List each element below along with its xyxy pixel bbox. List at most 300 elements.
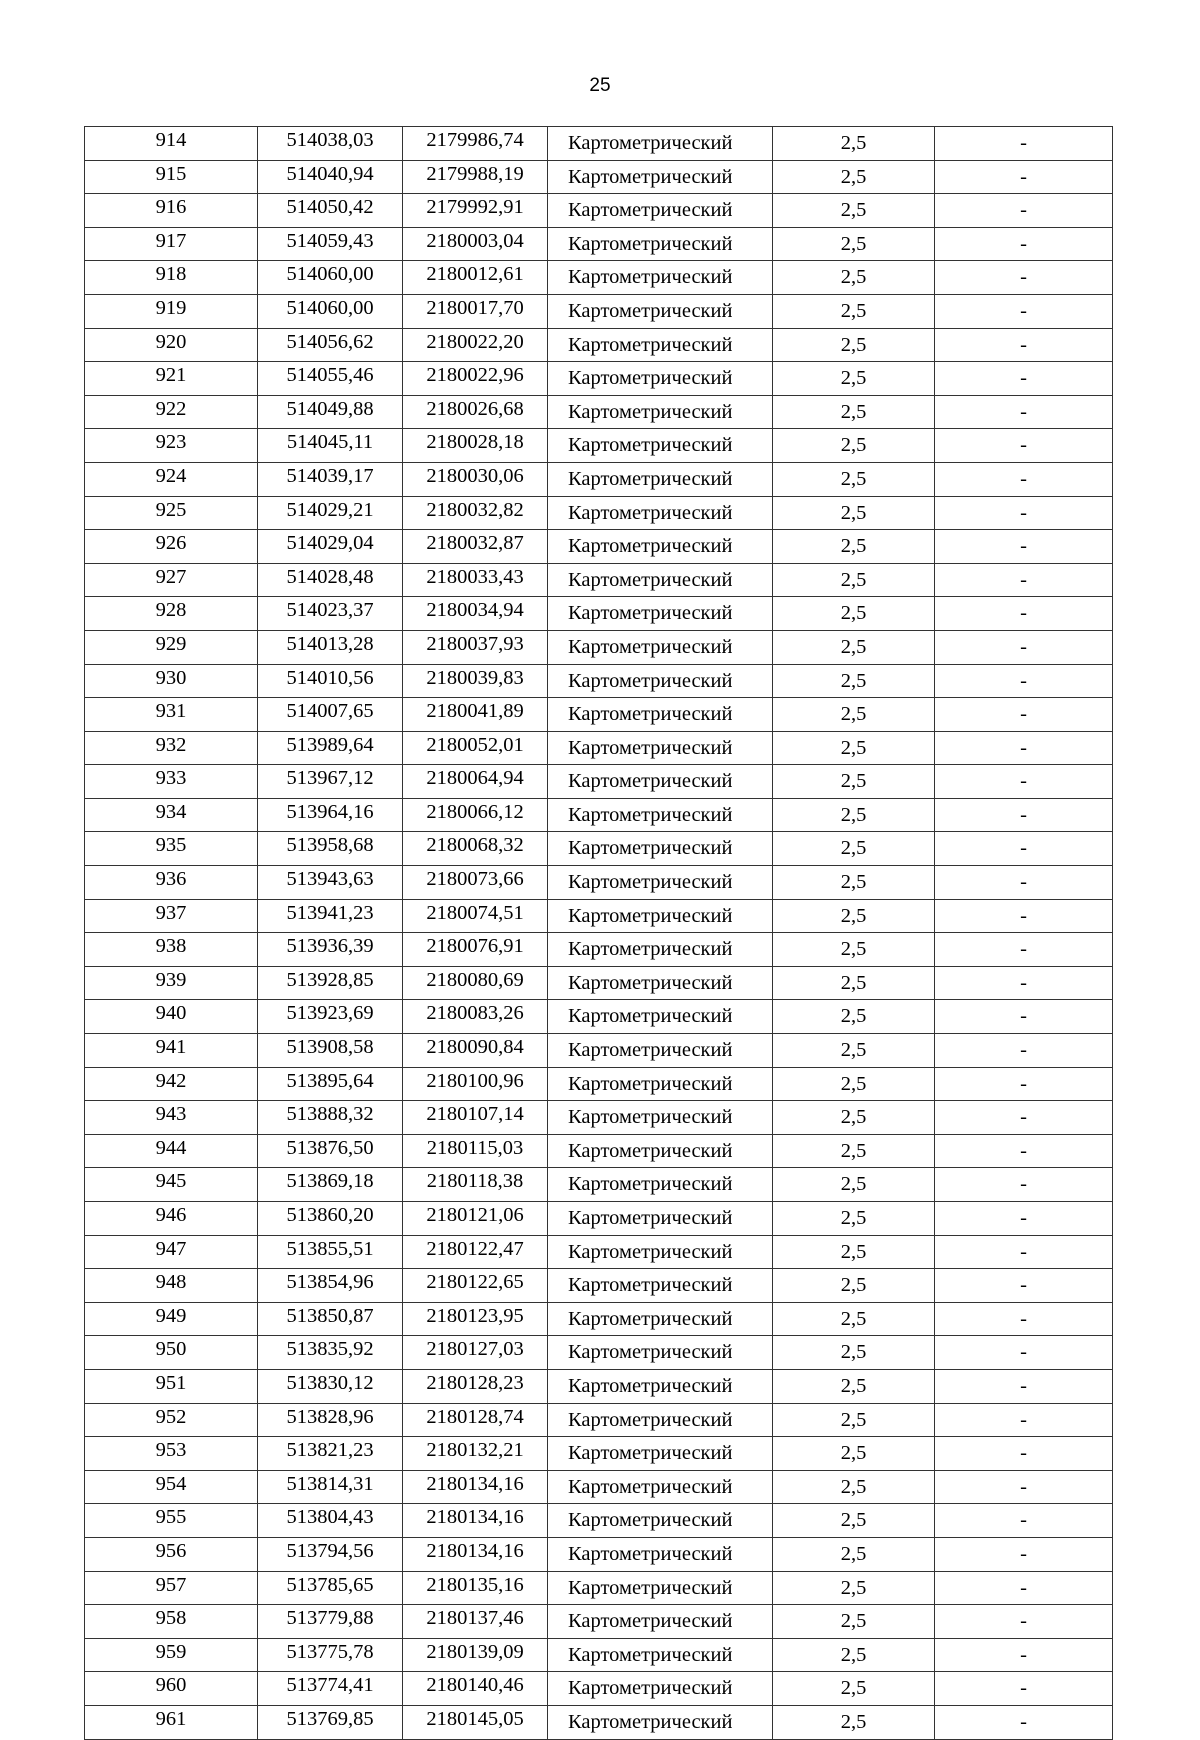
x-coordinate-cell: 513888,32	[258, 1101, 403, 1135]
x-coordinate-cell: 514055,46	[258, 362, 403, 396]
method-cell: Картометрический	[548, 395, 773, 429]
x-coordinate-cell: 513814,31	[258, 1470, 403, 1504]
note-cell: -	[935, 1638, 1113, 1672]
point-number-cell: 921	[85, 362, 258, 396]
y-coordinate-cell: 2180134,16	[403, 1470, 548, 1504]
note-cell: -	[935, 294, 1113, 328]
accuracy-cell: 2,5	[773, 429, 935, 463]
method-cell: Картометрический	[548, 328, 773, 362]
accuracy-cell: 2,5	[773, 1302, 935, 1336]
accuracy-cell: 2,5	[773, 1235, 935, 1269]
note-cell: -	[935, 1168, 1113, 1202]
note-cell: -	[935, 731, 1113, 765]
accuracy-cell: 2,5	[773, 1403, 935, 1437]
note-cell: -	[935, 1504, 1113, 1538]
method-cell: Картометрический	[548, 429, 773, 463]
table-row	[85, 765, 1113, 799]
y-coordinate-cell: 2180118,38	[403, 1168, 548, 1202]
point-number-cell: 958	[85, 1605, 258, 1639]
method-cell: Картометрический	[548, 261, 773, 295]
table-row	[85, 731, 1113, 765]
table-row	[85, 160, 1113, 194]
table-row	[85, 597, 1113, 631]
accuracy-cell: 2,5	[773, 1437, 935, 1471]
table-row	[85, 1269, 1113, 1303]
note-cell: -	[935, 630, 1113, 664]
method-cell: Картометрический	[548, 1202, 773, 1236]
y-coordinate-cell: 2180145,05	[403, 1705, 548, 1739]
method-cell: Картометрический	[548, 1235, 773, 1269]
note-cell: -	[935, 1672, 1113, 1706]
note-cell: -	[935, 597, 1113, 631]
accuracy-cell: 2,5	[773, 1336, 935, 1370]
table-row	[85, 1302, 1113, 1336]
table-row	[85, 1336, 1113, 1370]
point-number-cell: 935	[85, 832, 258, 866]
accuracy-cell: 2,5	[773, 328, 935, 362]
x-coordinate-cell: 513855,51	[258, 1235, 403, 1269]
x-coordinate-cell: 513928,85	[258, 966, 403, 1000]
note-cell: -	[935, 160, 1113, 194]
accuracy-cell: 2,5	[773, 261, 935, 295]
point-number-cell: 945	[85, 1168, 258, 1202]
accuracy-cell: 2,5	[773, 1571, 935, 1605]
x-coordinate-cell: 513895,64	[258, 1067, 403, 1101]
point-number-cell: 932	[85, 731, 258, 765]
y-coordinate-cell: 2180135,16	[403, 1571, 548, 1605]
table-row	[85, 664, 1113, 698]
accuracy-cell: 2,5	[773, 1067, 935, 1101]
point-number-cell: 937	[85, 899, 258, 933]
method-cell: Картометрический	[548, 597, 773, 631]
x-coordinate-cell: 513989,64	[258, 731, 403, 765]
note-cell: -	[935, 127, 1113, 161]
method-cell: Картометрический	[548, 194, 773, 228]
accuracy-cell: 2,5	[773, 1101, 935, 1135]
x-coordinate-cell: 514060,00	[258, 261, 403, 295]
y-coordinate-cell: 2180140,46	[403, 1672, 548, 1706]
method-cell: Картометрический	[548, 866, 773, 900]
method-cell: Картометрический	[548, 563, 773, 597]
point-number-cell: 930	[85, 664, 258, 698]
point-number-cell: 950	[85, 1336, 258, 1370]
y-coordinate-cell: 2180017,70	[403, 294, 548, 328]
note-cell: -	[935, 1067, 1113, 1101]
method-cell: Картометрический	[548, 530, 773, 564]
note-cell: -	[935, 1705, 1113, 1739]
method-cell: Картометрический	[548, 832, 773, 866]
method-cell: Картометрический	[548, 630, 773, 664]
accuracy-cell: 2,5	[773, 362, 935, 396]
note-cell: -	[935, 933, 1113, 967]
table-row	[85, 698, 1113, 732]
x-coordinate-cell: 514040,94	[258, 160, 403, 194]
x-coordinate-cell: 514010,56	[258, 664, 403, 698]
note-cell: -	[935, 1235, 1113, 1269]
table-row	[85, 899, 1113, 933]
y-coordinate-cell: 2179992,91	[403, 194, 548, 228]
method-cell: Картометрический	[548, 966, 773, 1000]
table-row	[85, 328, 1113, 362]
y-coordinate-cell: 2180076,91	[403, 933, 548, 967]
method-cell: Картометрический	[548, 1672, 773, 1706]
note-cell: -	[935, 1470, 1113, 1504]
table-row	[85, 933, 1113, 967]
table-row	[85, 1168, 1113, 1202]
x-coordinate-cell: 513941,23	[258, 899, 403, 933]
point-number-cell: 944	[85, 1134, 258, 1168]
x-coordinate-cell: 513785,65	[258, 1571, 403, 1605]
accuracy-cell: 2,5	[773, 1705, 935, 1739]
x-coordinate-cell: 514045,11	[258, 429, 403, 463]
note-cell: -	[935, 1537, 1113, 1571]
point-number-cell: 954	[85, 1470, 258, 1504]
method-cell: Картометрический	[548, 1034, 773, 1068]
x-coordinate-cell: 513828,96	[258, 1403, 403, 1437]
accuracy-cell: 2,5	[773, 1034, 935, 1068]
method-cell: Картометрический	[548, 1638, 773, 1672]
method-cell: Картометрический	[548, 1067, 773, 1101]
method-cell: Картометрический	[548, 1504, 773, 1538]
table-row	[85, 294, 1113, 328]
x-coordinate-cell: 513923,69	[258, 1000, 403, 1034]
accuracy-cell: 2,5	[773, 1000, 935, 1034]
table-row	[85, 496, 1113, 530]
y-coordinate-cell: 2179988,19	[403, 160, 548, 194]
x-coordinate-cell: 513958,68	[258, 832, 403, 866]
note-cell: -	[935, 227, 1113, 261]
note-cell: -	[935, 1269, 1113, 1303]
table-row	[85, 1202, 1113, 1236]
table-row	[85, 1034, 1113, 1068]
note-cell: -	[935, 496, 1113, 530]
x-coordinate-cell: 514060,00	[258, 294, 403, 328]
x-coordinate-cell: 513830,12	[258, 1369, 403, 1403]
method-cell: Картометрический	[548, 1269, 773, 1303]
x-coordinate-cell: 513821,23	[258, 1437, 403, 1471]
accuracy-cell: 2,5	[773, 698, 935, 732]
table-row	[85, 1638, 1113, 1672]
table-row	[85, 1705, 1113, 1739]
accuracy-cell: 2,5	[773, 597, 935, 631]
y-coordinate-cell: 2180121,06	[403, 1202, 548, 1236]
note-cell: -	[935, 1101, 1113, 1135]
point-number-cell: 961	[85, 1705, 258, 1739]
x-coordinate-cell: 514023,37	[258, 597, 403, 631]
note-cell: -	[935, 966, 1113, 1000]
y-coordinate-cell: 2180083,26	[403, 1000, 548, 1034]
point-number-cell: 947	[85, 1235, 258, 1269]
point-number-cell: 951	[85, 1369, 258, 1403]
point-number-cell: 957	[85, 1571, 258, 1605]
x-coordinate-cell: 514049,88	[258, 395, 403, 429]
x-coordinate-cell: 513936,39	[258, 933, 403, 967]
note-cell: -	[935, 798, 1113, 832]
table-row	[85, 1672, 1113, 1706]
table-row	[85, 227, 1113, 261]
point-number-cell: 960	[85, 1672, 258, 1706]
table-row	[85, 1235, 1113, 1269]
x-coordinate-cell: 513967,12	[258, 765, 403, 799]
table-row	[85, 1000, 1113, 1034]
method-cell: Картометрический	[548, 1168, 773, 1202]
accuracy-cell: 2,5	[773, 294, 935, 328]
method-cell: Картометрический	[548, 1470, 773, 1504]
point-number-cell: 918	[85, 261, 258, 295]
y-coordinate-cell: 2180100,96	[403, 1067, 548, 1101]
accuracy-cell: 2,5	[773, 933, 935, 967]
accuracy-cell: 2,5	[773, 127, 935, 161]
y-coordinate-cell: 2180052,01	[403, 731, 548, 765]
method-cell: Картометрический	[548, 1000, 773, 1034]
x-coordinate-cell: 514056,62	[258, 328, 403, 362]
x-coordinate-cell: 514039,17	[258, 462, 403, 496]
table-row	[85, 866, 1113, 900]
y-coordinate-cell: 2179986,74	[403, 127, 548, 161]
y-coordinate-cell: 2180033,43	[403, 563, 548, 597]
accuracy-cell: 2,5	[773, 1537, 935, 1571]
point-number-cell: 942	[85, 1067, 258, 1101]
point-number-cell: 959	[85, 1638, 258, 1672]
x-coordinate-cell: 514059,43	[258, 227, 403, 261]
table-row	[85, 462, 1113, 496]
method-cell: Картометрический	[548, 227, 773, 261]
point-number-cell: 928	[85, 597, 258, 631]
y-coordinate-cell: 2180090,84	[403, 1034, 548, 1068]
y-coordinate-cell: 2180134,16	[403, 1537, 548, 1571]
accuracy-cell: 2,5	[773, 866, 935, 900]
table-row	[85, 966, 1113, 1000]
point-number-cell: 927	[85, 563, 258, 597]
note-cell: -	[935, 530, 1113, 564]
y-coordinate-cell: 2180032,87	[403, 530, 548, 564]
x-coordinate-cell: 513869,18	[258, 1168, 403, 1202]
y-coordinate-cell: 2180037,93	[403, 630, 548, 664]
method-cell: Картометрический	[548, 1302, 773, 1336]
note-cell: -	[935, 1134, 1113, 1168]
accuracy-cell: 2,5	[773, 194, 935, 228]
x-coordinate-cell: 513835,92	[258, 1336, 403, 1370]
method-cell: Картометрический	[548, 731, 773, 765]
table-row	[85, 1101, 1113, 1135]
y-coordinate-cell: 2180026,68	[403, 395, 548, 429]
point-number-cell: 926	[85, 530, 258, 564]
point-number-cell: 943	[85, 1101, 258, 1135]
y-coordinate-cell: 2180022,20	[403, 328, 548, 362]
method-cell: Картометрический	[548, 933, 773, 967]
x-coordinate-cell: 513964,16	[258, 798, 403, 832]
y-coordinate-cell: 2180064,94	[403, 765, 548, 799]
point-number-cell: 924	[85, 462, 258, 496]
point-number-cell: 955	[85, 1504, 258, 1538]
x-coordinate-cell: 513769,85	[258, 1705, 403, 1739]
table-row	[85, 127, 1113, 161]
method-cell: Картометрический	[548, 765, 773, 799]
method-cell: Картометрический	[548, 462, 773, 496]
accuracy-cell: 2,5	[773, 765, 935, 799]
y-coordinate-cell: 2180022,96	[403, 362, 548, 396]
method-cell: Картометрический	[548, 1403, 773, 1437]
note-cell: -	[935, 328, 1113, 362]
accuracy-cell: 2,5	[773, 1470, 935, 1504]
note-cell: -	[935, 362, 1113, 396]
table-row	[85, 194, 1113, 228]
table-row	[85, 1067, 1113, 1101]
coordinates-table	[84, 126, 1113, 1740]
note-cell: -	[935, 1000, 1113, 1034]
accuracy-cell: 2,5	[773, 227, 935, 261]
method-cell: Картометрический	[548, 160, 773, 194]
method-cell: Картометрический	[548, 127, 773, 161]
x-coordinate-cell: 514038,03	[258, 127, 403, 161]
accuracy-cell: 2,5	[773, 630, 935, 664]
table-row	[85, 563, 1113, 597]
y-coordinate-cell: 2180003,04	[403, 227, 548, 261]
y-coordinate-cell: 2180134,16	[403, 1504, 548, 1538]
accuracy-cell: 2,5	[773, 1168, 935, 1202]
point-number-cell: 915	[85, 160, 258, 194]
accuracy-cell: 2,5	[773, 798, 935, 832]
table-row	[85, 1437, 1113, 1471]
point-number-cell: 941	[85, 1034, 258, 1068]
point-number-cell: 922	[85, 395, 258, 429]
point-number-cell: 938	[85, 933, 258, 967]
table-row	[85, 832, 1113, 866]
y-coordinate-cell: 2180115,03	[403, 1134, 548, 1168]
accuracy-cell: 2,5	[773, 664, 935, 698]
method-cell: Картометрический	[548, 362, 773, 396]
method-cell: Картометрический	[548, 1537, 773, 1571]
method-cell: Картометрический	[548, 496, 773, 530]
point-number-cell: 936	[85, 866, 258, 900]
point-number-cell: 939	[85, 966, 258, 1000]
note-cell: -	[935, 194, 1113, 228]
method-cell: Картометрический	[548, 1571, 773, 1605]
method-cell: Картометрический	[548, 664, 773, 698]
table-row	[85, 261, 1113, 295]
accuracy-cell: 2,5	[773, 1134, 935, 1168]
accuracy-cell: 2,5	[773, 832, 935, 866]
point-number-cell: 934	[85, 798, 258, 832]
note-cell: -	[935, 1571, 1113, 1605]
accuracy-cell: 2,5	[773, 462, 935, 496]
y-coordinate-cell: 2180028,18	[403, 429, 548, 463]
x-coordinate-cell: 513854,96	[258, 1269, 403, 1303]
x-coordinate-cell: 513775,78	[258, 1638, 403, 1672]
y-coordinate-cell: 2180107,14	[403, 1101, 548, 1135]
note-cell: -	[935, 563, 1113, 597]
note-cell: -	[935, 832, 1113, 866]
y-coordinate-cell: 2180068,32	[403, 832, 548, 866]
y-coordinate-cell: 2180030,06	[403, 462, 548, 496]
method-cell: Картометрический	[548, 1705, 773, 1739]
point-number-cell: 940	[85, 1000, 258, 1034]
note-cell: -	[935, 395, 1113, 429]
y-coordinate-cell: 2180074,51	[403, 899, 548, 933]
note-cell: -	[935, 664, 1113, 698]
note-cell: -	[935, 866, 1113, 900]
page-number: 25	[589, 75, 611, 96]
method-cell: Картометрический	[548, 698, 773, 732]
y-coordinate-cell: 2180128,23	[403, 1369, 548, 1403]
point-number-cell: 946	[85, 1202, 258, 1236]
accuracy-cell: 2,5	[773, 1638, 935, 1672]
accuracy-cell: 2,5	[773, 731, 935, 765]
y-coordinate-cell: 2180128,74	[403, 1403, 548, 1437]
y-coordinate-cell: 2180137,46	[403, 1605, 548, 1639]
method-cell: Картометрический	[548, 899, 773, 933]
x-coordinate-cell: 514007,65	[258, 698, 403, 732]
accuracy-cell: 2,5	[773, 1369, 935, 1403]
method-cell: Картометрический	[548, 1369, 773, 1403]
accuracy-cell: 2,5	[773, 395, 935, 429]
table-row	[85, 1605, 1113, 1639]
method-cell: Картометрический	[548, 294, 773, 328]
x-coordinate-cell: 514029,21	[258, 496, 403, 530]
point-number-cell: 919	[85, 294, 258, 328]
table-row	[85, 530, 1113, 564]
point-number-cell: 933	[85, 765, 258, 799]
x-coordinate-cell: 513850,87	[258, 1302, 403, 1336]
x-coordinate-cell: 514013,28	[258, 630, 403, 664]
point-number-cell: 923	[85, 429, 258, 463]
table-row	[85, 1571, 1113, 1605]
method-cell: Картометрический	[548, 798, 773, 832]
point-number-cell: 931	[85, 698, 258, 732]
table-body	[85, 127, 1113, 1740]
x-coordinate-cell: 513774,41	[258, 1672, 403, 1706]
table-row	[85, 798, 1113, 832]
accuracy-cell: 2,5	[773, 530, 935, 564]
note-cell: -	[935, 429, 1113, 463]
x-coordinate-cell: 513794,56	[258, 1537, 403, 1571]
table-row	[85, 1369, 1113, 1403]
accuracy-cell: 2,5	[773, 160, 935, 194]
point-number-cell: 949	[85, 1302, 258, 1336]
note-cell: -	[935, 261, 1113, 295]
note-cell: -	[935, 1369, 1113, 1403]
point-number-cell: 956	[85, 1537, 258, 1571]
note-cell: -	[935, 1202, 1113, 1236]
accuracy-cell: 2,5	[773, 966, 935, 1000]
y-coordinate-cell: 2180073,66	[403, 866, 548, 900]
y-coordinate-cell: 2180122,47	[403, 1235, 548, 1269]
accuracy-cell: 2,5	[773, 1672, 935, 1706]
x-coordinate-cell: 513779,88	[258, 1605, 403, 1639]
x-coordinate-cell: 513876,50	[258, 1134, 403, 1168]
y-coordinate-cell: 2180034,94	[403, 597, 548, 631]
y-coordinate-cell: 2180012,61	[403, 261, 548, 295]
y-coordinate-cell: 2180132,21	[403, 1437, 548, 1471]
point-number-cell: 917	[85, 227, 258, 261]
y-coordinate-cell: 2180123,95	[403, 1302, 548, 1336]
x-coordinate-cell: 514050,42	[258, 194, 403, 228]
note-cell: -	[935, 698, 1113, 732]
x-coordinate-cell: 513804,43	[258, 1504, 403, 1538]
method-cell: Картометрический	[548, 1134, 773, 1168]
table-row	[85, 1470, 1113, 1504]
note-cell: -	[935, 1034, 1113, 1068]
note-cell: -	[935, 462, 1113, 496]
x-coordinate-cell: 513908,58	[258, 1034, 403, 1068]
y-coordinate-cell: 2180080,69	[403, 966, 548, 1000]
accuracy-cell: 2,5	[773, 899, 935, 933]
x-coordinate-cell: 513943,63	[258, 866, 403, 900]
accuracy-cell: 2,5	[773, 1269, 935, 1303]
point-number-cell: 929	[85, 630, 258, 664]
table-row	[85, 1504, 1113, 1538]
table-row	[85, 362, 1113, 396]
